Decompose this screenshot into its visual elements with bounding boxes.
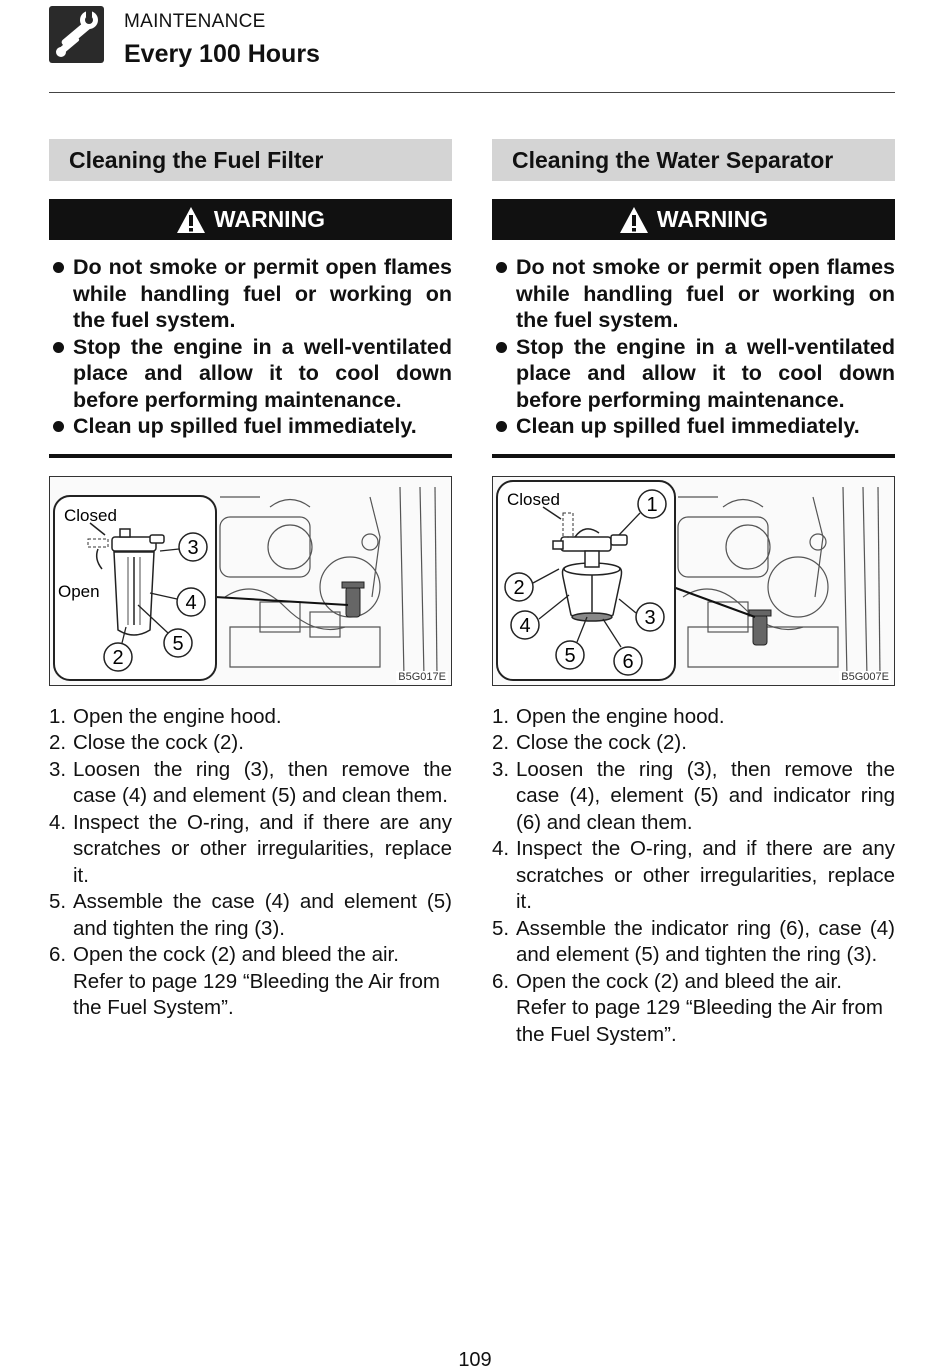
section-divider: [492, 454, 895, 458]
figure-code: B5G017E: [398, 670, 446, 683]
warning-bar: [49, 199, 452, 240]
warning-item: Do not smoke or permit open flames while handling fuel or working on the fuel system.: [49, 254, 452, 334]
callout-3: 3: [644, 606, 656, 629]
wrench-maintenance-icon: [49, 6, 104, 63]
warning-triangle-icon: [176, 206, 206, 234]
callout-5: 5: [172, 632, 184, 655]
procedure-steps: [492, 704, 895, 1049]
section-title: Cleaning the Fuel Filter: [49, 139, 452, 181]
step-item: 3. Loosen the ring (3), then remove the case (4) and element (5) and clean them.: [49, 757, 452, 807]
callout-5: 5: [564, 644, 576, 667]
step-item: 1. Open the engine hood.: [492, 704, 725, 728]
header-divider: [49, 92, 895, 93]
warning-item: Clean up spilled fuel immediately.: [49, 413, 452, 440]
step-item: 2. Close the cock (2).: [49, 731, 244, 754]
fuel-filter-figure: [49, 476, 452, 686]
callout-2: 2: [112, 646, 124, 669]
step-item: 2. Close the cock (2).: [492, 731, 687, 754]
section-label: MAINTENANCE: [124, 11, 266, 32]
callout-3: 3: [187, 536, 199, 559]
page-reference: Refer to page 129 “Bleeding the Air from the Fuel System”.: [73, 969, 440, 1019]
step-item: 5. Assemble the indicator ring (6), case (4) and element (5) and tighten the ring (3).: [492, 916, 895, 966]
page-number: 109: [458, 1349, 492, 1371]
step-item: 6. Open the cock (2) and bleed the air. Refer to page 129 “Bleeding the Air from the Fuel System”.: [49, 942, 452, 1022]
section-divider: [49, 454, 452, 458]
page-reference: Refer to page 129 “Bleeding the Air from the Fuel System”.: [516, 996, 883, 1046]
section-title: Cleaning the Water Separator: [492, 139, 895, 181]
warning-label: WARNING: [213, 206, 326, 232]
water-separator-figure: [492, 476, 895, 686]
fuel-filter-section: [49, 139, 452, 1022]
warning-list: [492, 254, 895, 440]
page-title: Every 100 Hours: [124, 40, 320, 68]
callout-4: 4: [185, 591, 197, 614]
step-item: 1. Open the engine hood.: [49, 704, 282, 728]
figure-code: B5G007E: [841, 670, 889, 683]
closed-label: Closed: [64, 505, 117, 525]
callout-6: 6: [622, 650, 634, 673]
warning-item: Stop the engine in a well-ventilated place and allow it to cool down before performing maintenance.: [492, 334, 895, 414]
warning-label: WARNING: [656, 206, 769, 232]
callout-2: 2: [513, 576, 525, 599]
warning-bar: [492, 199, 895, 240]
fuel-filter-illustration: [50, 477, 452, 686]
step-item: 6. Open the cock (2) and bleed the air. Refer to page 129 “Bleeding the Air from the Fuel System”.: [492, 969, 895, 1049]
warning-item: Clean up spilled fuel immediately.: [492, 413, 895, 440]
step-item: 5. Assemble the case (4) and element (5) and tighten the ring (3).: [49, 890, 452, 940]
step-item: 4. Inspect the O-ring, and if there are any scratches or other irregularities, replace it.: [492, 837, 895, 913]
closed-label: Closed: [507, 489, 560, 509]
callout-1: 1: [646, 493, 658, 516]
warning-list: [49, 254, 452, 440]
callout-4: 4: [519, 614, 531, 637]
warning-triangle-icon: [619, 206, 649, 234]
warning-item: Do not smoke or permit open flames while handling fuel or working on the fuel system.: [492, 254, 895, 334]
water-separator-section: [492, 139, 895, 1048]
water-separator-illustration: [493, 477, 895, 686]
warning-item: Stop the engine in a well-ventilated place and allow it to cool down before performing maintenance.: [49, 334, 452, 414]
step-item: 4. Inspect the O-ring, and if there are any scratches or other irregularities, replace it.: [49, 810, 452, 887]
open-label: Open: [58, 581, 100, 601]
procedure-steps: [49, 704, 452, 1022]
step-item: 3. Loosen the ring (3), then remove the case (4), element (5) and indicator ring (6) and clean them.: [492, 757, 895, 834]
